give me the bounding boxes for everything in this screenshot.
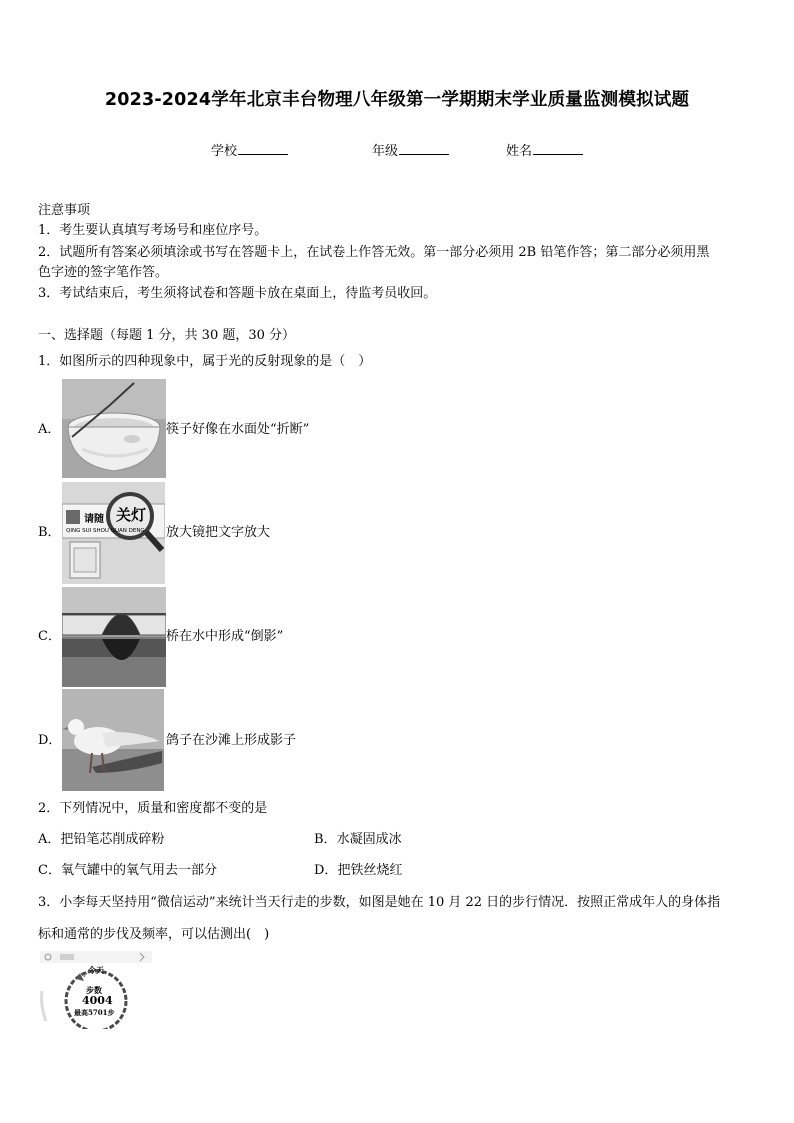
- steps-value: 4004: [82, 994, 113, 1007]
- q1-option-a-text: 筷子好像在水面处“折断”: [166, 422, 310, 437]
- q1-option-a-letter: A．: [38, 422, 61, 437]
- q1-option-c-letter: C．: [38, 629, 61, 644]
- q1-option-b-text: 放大镜把文字放大: [166, 525, 271, 540]
- q2-option-b: [314, 830, 402, 850]
- notice-item-1: 1．考生要认真填写考场号和座位序号。: [38, 223, 268, 238]
- q1-stem: 1．如图所示的四种现象中，属于光的反射现象的是（ ）: [38, 354, 372, 369]
- sign-text-small: 请随: [84, 514, 104, 525]
- magnifier-sign-photo: [62, 482, 165, 584]
- grade-field: [372, 140, 449, 159]
- name-blank: [533, 142, 583, 155]
- q2-option-b-letter: B．: [314, 832, 337, 847]
- bowl-chopsticks-photo: [62, 379, 166, 478]
- q2-option-a: [38, 830, 164, 850]
- steps-max-label: 最高5701步: [74, 1008, 115, 1017]
- q2-option-a-text: 把铅笔芯削成碎粉: [60, 832, 165, 847]
- q2-stem: 2．下列情况中，质量和密度都不变的是: [38, 801, 268, 816]
- q2-option-d-letter: D．: [314, 863, 338, 878]
- school-blank: [238, 142, 288, 155]
- grade-blank: [399, 142, 449, 155]
- grade-label: 年级: [372, 144, 399, 159]
- bridge-reflection-photo: [62, 587, 166, 687]
- steps-label: 步数: [86, 985, 102, 995]
- school-field: [211, 140, 288, 159]
- notice-item-2: 2．试题所有答案必须填涂或书写在答题卡上，在试卷上作答无效。第一部分必须用 2B 铅笔作答；第二部分必须用黑: [38, 245, 710, 260]
- q2-option-a-letter: A．: [38, 832, 61, 847]
- steps-today-label: 今天: [88, 965, 104, 975]
- q2-option-c-letter: C．: [38, 863, 61, 878]
- q1-option-d-text: 鸽子在沙滩上形成影子: [166, 733, 297, 748]
- notice-heading: 注意事项: [38, 203, 91, 218]
- q2-option-c: [38, 861, 217, 881]
- q2-option-d-text: 把铁丝烧红: [337, 863, 403, 878]
- notice-item-3: 3．考试结束后，考生须将试卷和答题卡放在桌面上，待监考员收回。: [38, 286, 437, 301]
- pigeon-shadow-photo: [62, 689, 164, 791]
- q1-option-b-letter: B．: [38, 525, 61, 540]
- name-label: 姓名: [506, 144, 533, 159]
- q1-option-c-text: 桥在水中形成“倒影”: [166, 629, 284, 644]
- name-field: [506, 140, 583, 159]
- page-title: 2023-2024学年北京丰台物理八年级第一学期期末学业质量监测模拟试题: [104, 90, 690, 110]
- q3-stem-line1: 3．小李每天坚持用“微信运动”来统计当天行走的步数，如图是她在 10 月 22 日的步行情况．按照正常成年人的身体指: [38, 895, 721, 910]
- sign-pinyin: QING SUI SHOU GUAN DENG: [66, 528, 145, 534]
- q2-option-d: [314, 861, 402, 881]
- q1-option-d-letter: D．: [38, 733, 62, 748]
- notice-item-2-cont: 色字迹的签字笔作答。: [38, 265, 169, 280]
- school-label: 学校: [211, 144, 238, 159]
- q3-stem-line2: 标和通常的步伐及频率，可以估测出( ): [38, 927, 270, 942]
- q2-option-c-text: 氧气罐中的氧气用去一部分: [60, 863, 217, 878]
- q2-option-b-text: 水凝固成冰: [336, 832, 402, 847]
- sign-text-magnified: 关灯: [116, 506, 147, 524]
- section-heading: 一、选择题（每题 1 分，共 30 题，30 分）: [38, 328, 296, 343]
- wechat-steps-image: [40, 951, 152, 1029]
